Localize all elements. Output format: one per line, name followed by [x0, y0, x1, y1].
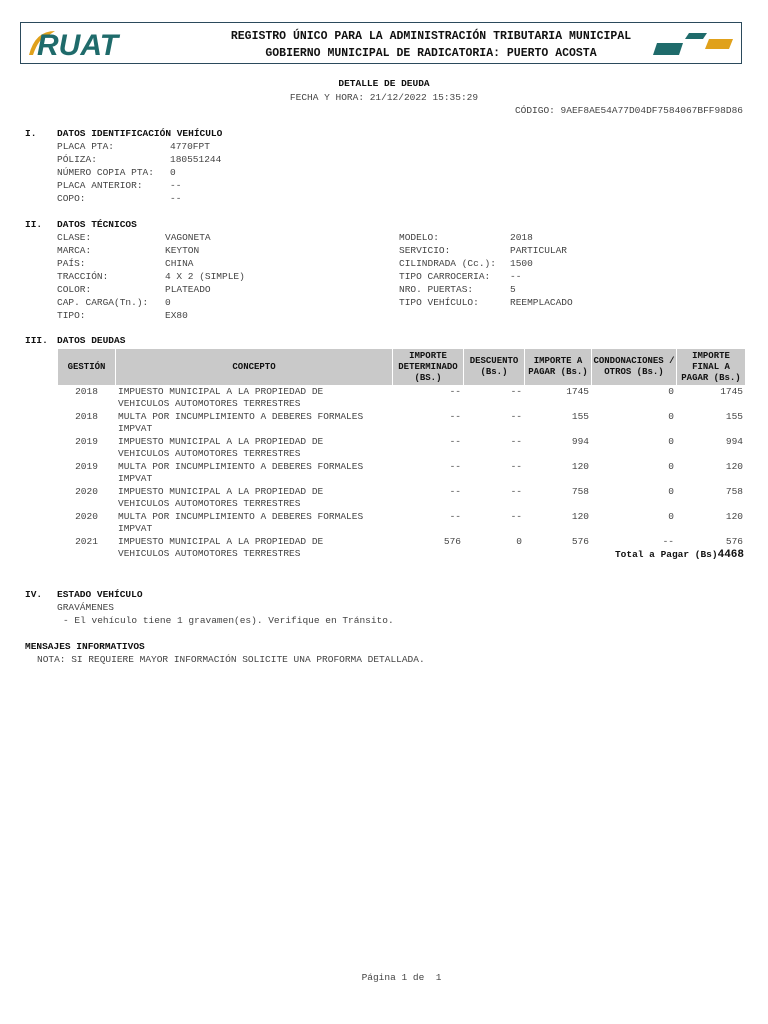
field-value: VAGONETA — [165, 232, 211, 243]
cell-condonaciones: 0 — [668, 411, 674, 422]
gravamenes-label: GRAVÁMENES — [57, 602, 115, 613]
cell-determinado: -- — [449, 411, 461, 422]
table-header-row — [58, 349, 745, 385]
field-label: SERVICIO: — [399, 245, 451, 256]
cell-final: 120 — [725, 461, 743, 472]
document-title: DETALLE DE DEUDA — [338, 78, 430, 89]
section-2-number: II. — [25, 219, 43, 230]
cell-determinado: -- — [449, 486, 461, 497]
field-value: 180551244 — [170, 154, 222, 165]
cell-gestion: 2018 — [75, 411, 98, 422]
cell-condonaciones: -- — [662, 536, 674, 547]
section-4-title: ESTADO VEHÍCULO — [57, 589, 143, 600]
cell-descuento: 0 — [516, 536, 522, 547]
cell-gestion: 2021 — [75, 536, 98, 547]
cell-concepto — [116, 460, 392, 485]
field-label: MODELO: — [399, 232, 439, 243]
messages-note: NOTA: SI REQUIERE MAYOR INFORMACIÓN SOLICITE UNA PROFORMA DETALLADA. — [37, 654, 425, 665]
field-value: PLATEADO — [165, 284, 211, 295]
total-to-pay — [560, 549, 744, 561]
cell-a-pagar: 1745 — [566, 386, 589, 397]
field-label: TIPO CARROCERIA: — [399, 271, 491, 282]
field-value: 4 X 2 (SIMPLE) — [165, 271, 245, 282]
table-row — [58, 485, 745, 510]
messages-title: MENSAJES INFORMATIVOS — [25, 641, 145, 652]
field-label: PÓLIZA: — [57, 154, 97, 165]
field-label: TRACCIÓN: — [57, 271, 109, 282]
section-1-title: DATOS IDENTIFICACIÓN VEHÍCULO — [57, 128, 223, 139]
field-value: 0 — [170, 167, 176, 178]
field-label: CILINDRADA (Cc.): — [399, 258, 496, 269]
cell-concepto — [116, 385, 392, 410]
cell-determinado: -- — [449, 511, 461, 522]
cell-descuento: -- — [510, 386, 522, 397]
field-value: 4770FPT — [170, 141, 210, 152]
cell-condonaciones: 0 — [668, 436, 674, 447]
column-header: IMPORTE DETERMINADO (BS.) — [393, 349, 463, 385]
header-title-line2: GOBIERNO MUNICIPAL DE RADICATORIA: PUERTO ACOSTA — [265, 47, 597, 60]
column-header: CONDONACIONES / OTROS (Bs.) — [592, 349, 676, 385]
field-label: TIPO VEHÍCULO: — [399, 297, 479, 308]
field-label: PLACA PTA: — [57, 141, 115, 152]
table-row — [58, 435, 745, 460]
field-value: 1500 — [510, 258, 533, 269]
column-header: IMPORTE FINAL A PAGAR (Bs.) — [677, 349, 745, 385]
header-titles — [151, 28, 711, 62]
section-2-title: DATOS TÉCNICOS — [57, 219, 137, 230]
cell-gestion: 2020 — [75, 511, 98, 522]
concepto-line: MULTA POR INCUMPLIMIENTO A DEBERES FORMALES — [118, 411, 364, 422]
page-number: Página 1 de 1 — [361, 972, 442, 983]
cell-a-pagar: 576 — [571, 536, 589, 547]
cell-determinado: -- — [449, 436, 461, 447]
column-header: IMPORTE A PAGAR (Bs.) — [525, 349, 591, 385]
concepto-line: MULTA POR INCUMPLIMIENTO A DEBERES FORMALES — [118, 511, 364, 522]
field-label: TIPO: — [57, 310, 86, 321]
concepto-line: IMPVAT — [118, 422, 153, 434]
field-value: CHINA — [165, 258, 194, 269]
column-header: DESCUENTO (Bs.) — [464, 349, 524, 385]
concepto-line: IMPUESTO MUNICIPAL A LA PROPIEDAD DE — [118, 486, 324, 497]
cell-condonaciones: 0 — [668, 486, 674, 497]
field-value: 2018 — [510, 232, 533, 243]
cell-concepto — [116, 435, 392, 460]
field-label: PAÍS: — [57, 258, 86, 269]
cell-determinado: -- — [449, 461, 461, 472]
field-label: CAP. CARGA(Tn.): — [57, 297, 149, 308]
cell-a-pagar: 155 — [571, 411, 589, 422]
section-4-number: IV. — [25, 589, 43, 600]
field-label: CLASE: — [57, 232, 92, 243]
cell-concepto — [116, 485, 392, 510]
cell-gestion: 2019 — [75, 461, 98, 472]
column-header: CONCEPTO — [116, 349, 392, 385]
cell-a-pagar: 994 — [571, 436, 589, 447]
cell-final: 576 — [725, 536, 743, 547]
cell-a-pagar: 120 — [571, 511, 589, 522]
field-label: NÚMERO COPIA PTA: — [57, 167, 154, 178]
ruat-logo — [25, 25, 157, 61]
field-label: COPO: — [57, 193, 86, 204]
field-label: COLOR: — [57, 284, 92, 295]
field-label: NRO. PUERTAS: — [399, 284, 474, 295]
section-3-title: DATOS DEUDAS — [57, 335, 126, 346]
field-value: -- — [170, 180, 182, 191]
brand-stripes-icon — [653, 29, 737, 57]
concepto-line: IMPUESTO MUNICIPAL A LA PROPIEDAD DE — [118, 436, 324, 447]
cell-condonaciones: 0 — [668, 511, 674, 522]
cell-descuento: -- — [510, 486, 522, 497]
total-value: 4468 — [717, 549, 744, 561]
field-value: KEYTON — [165, 245, 200, 256]
concepto-line: IMPVAT — [118, 472, 153, 484]
cell-concepto — [116, 510, 392, 535]
header-title-line1: REGISTRO ÚNICO PARA LA ADMINISTRACIÓN TRIBUTARIA MUNICIPAL — [230, 30, 632, 43]
cell-gestion: 2020 — [75, 486, 98, 497]
concepto-line: VEHICULOS AUTOMOTORES TERRESTRES — [118, 447, 301, 459]
field-value: -- — [510, 271, 522, 282]
concepto-line: IMPUESTO MUNICIPAL A LA PROPIEDAD DE — [118, 386, 324, 397]
table-row — [58, 510, 745, 535]
logo-text: RUAT — [37, 29, 119, 61]
cell-final: 994 — [725, 436, 743, 447]
concepto-line: MULTA POR INCUMPLIMIENTO A DEBERES FORMALES — [118, 461, 364, 472]
debt-table — [57, 349, 746, 560]
document-datetime: FECHA Y HORA: 21/12/2022 15:35:29 — [289, 92, 479, 103]
cell-condonaciones: 0 — [668, 461, 674, 472]
cell-determinado: -- — [449, 386, 461, 397]
cell-final: 1745 — [720, 386, 743, 397]
gravamen-message: - El vehículo tiene 1 gravamen(es). Verifique en Tránsito. — [63, 615, 394, 626]
concepto-line: VEHICULOS AUTOMOTORES TERRESTRES — [118, 547, 301, 559]
cell-final: 120 — [725, 511, 743, 522]
cell-condonaciones: 0 — [668, 386, 674, 397]
cell-a-pagar: 120 — [571, 461, 589, 472]
field-label: MARCA: — [57, 245, 92, 256]
total-label: Total a Pagar (Bs) — [614, 549, 718, 560]
section-3-number: III. — [25, 335, 48, 346]
concepto-line: VEHICULOS AUTOMOTORES TERRESTRES — [118, 497, 301, 509]
cell-descuento: -- — [510, 411, 522, 422]
cell-determinado: 576 — [443, 536, 461, 547]
section-1-number: I. — [25, 128, 37, 139]
cell-final: 155 — [725, 411, 743, 422]
field-value: -- — [170, 193, 182, 204]
document-header — [20, 22, 742, 64]
concepto-line: IMPVAT — [118, 522, 153, 534]
cell-final: 758 — [725, 486, 743, 497]
cell-descuento: -- — [510, 436, 522, 447]
table-row — [58, 460, 745, 485]
table-row — [58, 410, 745, 435]
table-row — [58, 385, 745, 410]
field-value: REEMPLACADO — [510, 297, 573, 308]
cell-gestion: 2019 — [75, 436, 98, 447]
document-code: CÓDIGO: 9AEF8AE54A77D04DF7584067BFF98D86 — [514, 105, 743, 116]
cell-a-pagar: 758 — [571, 486, 589, 497]
field-value: 5 — [510, 284, 516, 295]
cell-gestion: 2018 — [75, 386, 98, 397]
concepto-line: VEHICULOS AUTOMOTORES TERRESTRES — [118, 397, 301, 409]
cell-concepto — [116, 535, 392, 560]
field-label: PLACA ANTERIOR: — [57, 180, 143, 191]
field-value: 0 — [165, 297, 171, 308]
concepto-line: IMPUESTO MUNICIPAL A LA PROPIEDAD DE — [118, 536, 324, 547]
field-value: PARTICULAR — [510, 245, 568, 256]
cell-concepto — [116, 410, 392, 435]
column-header: GESTIÓN — [58, 349, 115, 385]
cell-descuento: -- — [510, 511, 522, 522]
field-value: EX80 — [165, 310, 188, 321]
cell-descuento: -- — [510, 461, 522, 472]
